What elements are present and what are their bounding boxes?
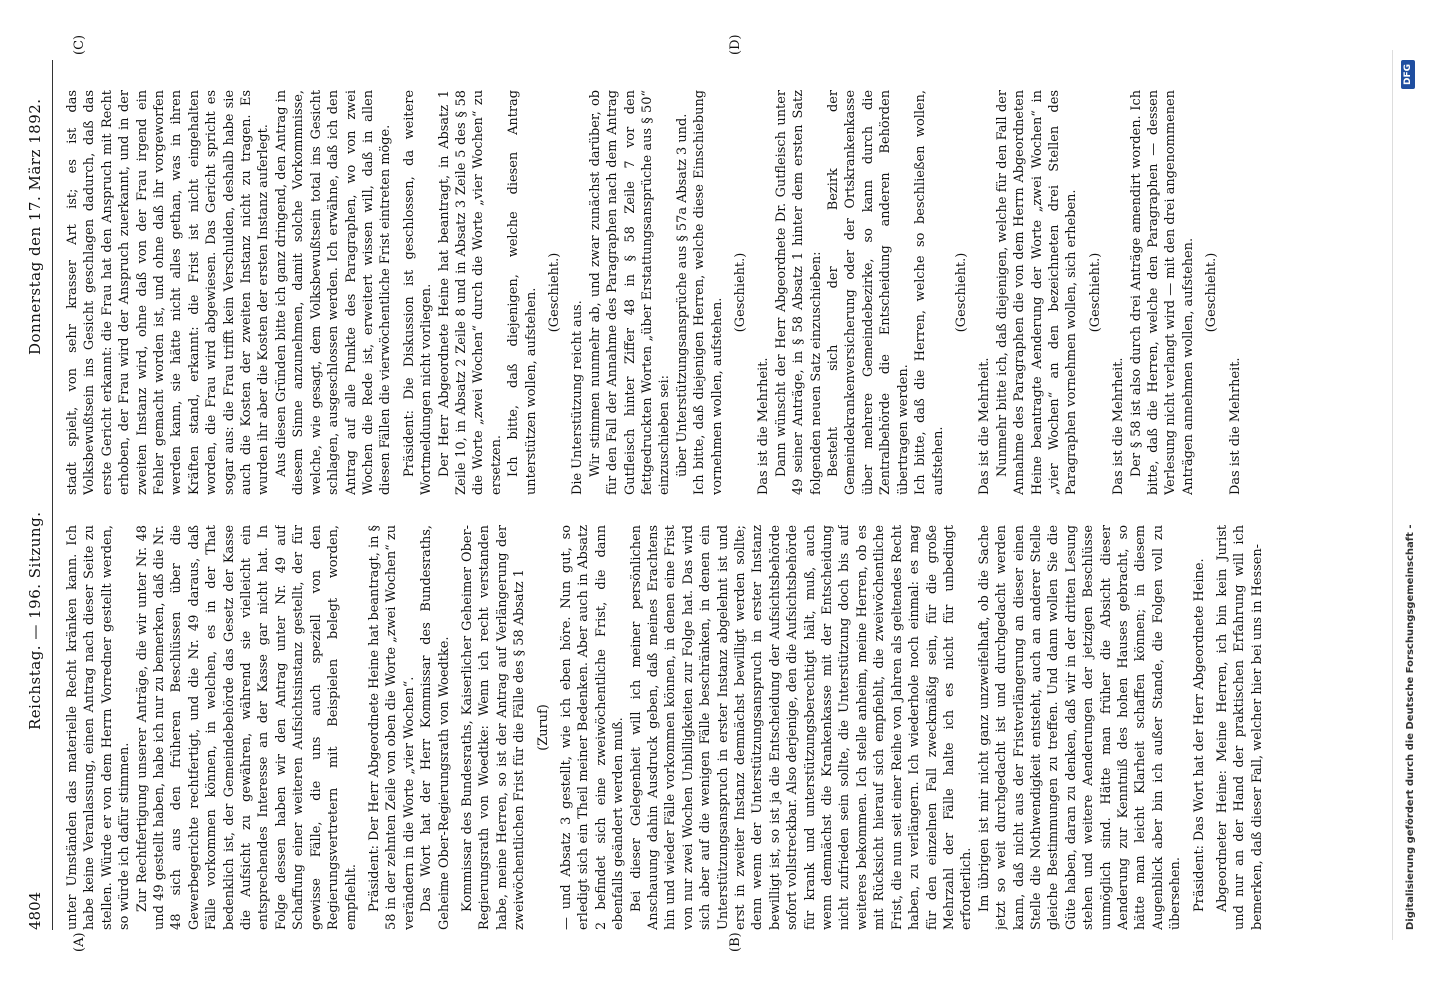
page-number: 4804 xyxy=(26,891,44,930)
paragraph: Ich bitte, daß diejenigen Herren, welche diese Einschiebung vornehmen wollen, aufstehen. xyxy=(692,90,725,495)
paragraph: Bei dieser Gelegenheit will ich meiner persönlichen Anschauung dahin Ausdruck geben, daß meines Erachtens hin und wieder Fälle vorkommen können, in denen eine Frist von nur zwei Wochen Unbilligkeiten zur Folge hat. Das wird sich aber auf die wenigen Fälle beschränken, in denen ein Unterstützungsanspruch in erster Instanz abgelehnt ist und erst in zweiter Instanz demnächst bewilligt werden sollte; denn wenn der Unterstützungsanspruch in erster Instanz bewilligt ist, so ist ja die Entscheidung der Aufsichtsbehörde sofort vollstreckbar. Also derjenige, den die Aufsichtsbehörde für krank und unterstützungsberechtigt hält, muß, auch wenn demnächst die Krankenkasse mit der Entscheidung nicht zufrieden sein sollte, die Unterstützung doch bis auf weiteres bekommen. Ich stelle anheim, meine Herren, ob es mit Rücksicht hierauf sich empfiehlt, die zweiwöchentliche Frist, die nun seit einer Reihe von Jahren als geltendes Recht haben, zu verlängern. Ich wiederhole noch einmal: es mag für den einzelnen Fall zweckmäßig sein, für die große Mehrzahl der Fälle halte ich es nicht für unbedingt erforderlich. xyxy=(628,525,975,930)
paragraph: Ich bitte, daß diejenigen, welche diesen Antrag unterstützen wollen, aufstehen. xyxy=(506,90,539,495)
page-header xyxy=(22,60,53,930)
paragraph: Das Wort hat der Herr Kommissar des Bundesraths, Geheime Ober-Regierungsrath von Woedtke. xyxy=(419,525,452,930)
paragraph: Zur Rechtfertigung unserer Anträge, die wir unter Nr. 48 und 49 gestellt haben, habe ich nur zu bemerken, daß die Nr. 48 sich aus den früheren Beschlüssen über die Gewerbegerichte rechtfertigt, und die Nr. 49 daraus, daß Fälle vorkommen können, in welchen, es in der That bedenklich ist, der Gemeindebehörde das Gesetz der Kasse die Aufsicht zu gewähren, während sie vielleicht ein entsprechendes Interesse an der Kasse gar nicht hat. In Folge dessen haben wir den Antrag unter Nr. 49 auf Schaffung einer weiteren Aufsichtsinstanz gestellt, der für gewisse Fälle, die uns auch speziell von den Regierungsvertretern mit Beispielen belegt worden, empfiehlt. xyxy=(134,525,359,930)
paragraph: Kommissar des Bundesraths, Kaiserlicher Geheimer Ober-Regierungsrath von Woedtke: Wenn ich recht verstanden habe, meine Herren, so ist der Antrag auf Verlängerung der zweiwöchentlichen Frist für die Fälle des § 58 Absatz 1 xyxy=(459,525,528,930)
paragraph: Im übrigen ist mir nicht ganz unzweifelhaft, ob die Sache jetzt so weit durchgedacht ist und durchgedacht werden kann, daß nicht aus der Fristverlängerung an dieser einen Stelle die Nothwendigkeit entsteht, auch an anderer Stelle gleiche Bestimmungen zu treffen. Und dann wollen Sie die Güte haben, daran zu denken, daß wir in der dritten Lesung stehen und weitere Aenderungen der jetzigen Beschlüsse unmöglich sind. Hätte man früher die Absicht dieser Aenderung zur Kenntniß des hohen Hauses gebracht, so hätte man leicht Klarheit schaffen können; in diesem Augenblick aber bin ich außer Stande, die Folgen voll zu übersehen. xyxy=(976,525,1184,930)
margin-marker-c: (C) xyxy=(72,34,87,55)
paragraph: (Geschieht.) xyxy=(546,252,562,333)
dfg-logo: DFG xyxy=(1401,60,1415,89)
paragraph: (Geschieht.) xyxy=(1204,252,1220,333)
margin-marker-d: (D) xyxy=(728,34,743,55)
right-text-column xyxy=(64,90,1279,495)
paragraph: Dann wünscht der Herr Abgeordnete Dr. Gutfleisch unter 49 seiner Anträge, in § 58 Absatz 1 hinter dem ersten Satz folgenden neuen Satz einzuschieben: xyxy=(773,90,824,495)
left-text-column xyxy=(64,525,1279,930)
paragraph: Wir stimmen nunmehr ab, und zwar zunächst darüber, ob für den Fall der Annahme des Paragraphen nach dem Antrag Gutfleisch hinter Ziffer 48 in § 58 Zeile 7 vor den fettgedruckten Worten „über Erstattungsansprüche aus § 50“ einzuschieben sei: xyxy=(587,90,673,495)
paragraph: stadt spielt, von sehr krasser Art ist; es ist das Volksbewußtsein ins Gesicht geschlagen dadurch, daß das erste Gericht erkannt: die Frau hat den Anspruch mit Recht erhoben, der Frau wird der Anspruch zuerkannt, und in der zweiten Instanz wird, ohne daß von der Frau irgend ein Fehler gemacht worden ist, und ohne daß ihr vorgeworfen werden kann, sie hätte nicht alles gethan, was in ihren Kräften stand, erkannt: die Frist ist nicht eingehalten worden, die Frau wird abgewiesen. Das Gericht spricht es sogar aus: die Frau trifft kein Verschulden, deshalb habe sie auch die Kosten der zweiten Instanz nicht zu tragen. Es wurden ihr aber die Kosten der ersten Instanz auferlegt. xyxy=(65,90,272,495)
paragraph: Das ist die Mehrheit. xyxy=(1227,357,1243,495)
digitization-footer xyxy=(1392,50,1423,940)
paragraph: Das ist die Mehrheit. xyxy=(977,357,993,495)
paragraph: unter Umständen das materielle Recht kränken kann. Ich habe keine Veranlassung, einen Antrag nach dieser Seite zu stellen. Würde er von dem Herrn Vorredner gestellt werden, so würde ich dafür stimmen. xyxy=(65,525,133,930)
session-date: Donnerstag den 17. März 1892. xyxy=(26,98,44,355)
paragraph: Das ist die Mehrheit. xyxy=(756,357,772,495)
paragraph: Aus diesen Gründen bitte ich ganz dringend, den Antrag in diesem Sinne anzunehmen, damit solche Vorkommnisse, welche, wie gesagt, dem Volksbewußtsein total ins Gesicht schlagen, ausgeschlossen werden. Ich erwähne, daß ich den Antrag auf alle Punkte des Paragraphen, wo von zwei Wochen die Rede ist, erweitert wissen will, daß in allen diesen Fällen die vierwöchentliche Frist eintreten möge. xyxy=(273,90,394,495)
paragraph: Nunmehr bitte ich, daß diejenigen, welche für den Fall der Annahme des Paragraphen die von dem Herrn Abgeordneten Heine beantragte Aenderung der Worte „zwei Wochen“ in „vier Wochen“ an den bezeichneten drei Stellen des Paragraphen vornehmen wollen, sich erheben. xyxy=(994,90,1080,495)
margin-marker-b: (B) xyxy=(728,932,743,952)
paragraph: Abgeordneter Heine: Meine Herren, ich bin kein Jurist und nur an der Hand der praktischen Erfahrung will ich bemerken, daß dieser Fall, welcher hier bei uns in Hessen- xyxy=(1215,525,1265,930)
paragraph: (Zuruf) xyxy=(535,704,551,751)
paragraph: Die Unterstützung reicht aus. xyxy=(570,300,586,495)
paragraph: Präsident: Der Herr Abgeordnete Heine hat beantragt, in § 58 in der zehnten Zeile von oben die Worte „zwei Wochen“ zu verändern in die Worte „vier Wochen“. xyxy=(366,525,417,930)
paragraph: Der Herr Abgeordnete Heine hat beantragt, in Absatz 1 Zeile 10, in Absatz 2 Zeile 8 und in Absatz 3 Zeile 5 des § 58 die Worte „zwei Wochen“ durch die Worte „vier Wochen“ zu ersetzen. xyxy=(436,90,504,495)
paragraph: Ich bitte, daß die Herren, welche so beschließen wollen, aufstehen. xyxy=(913,90,946,495)
paragraph: — und Absatz 3 gestellt, wie ich eben höre. Nun gut, so erledigt sich ein Theil meiner Bedenken. Aber auch in Absatz 2 befindet sich eine zweiwöchentliche Frist, die dann ebenfalls geändert werden muß. xyxy=(558,525,627,930)
paragraph: Besteht sich der Bezirk der Gemeindekrankenversicherung oder der Ortskrankenkasse über mehrere Gemeindebezirke, so kann durch die Zentralbehörde die Entscheidung anderen Behörden übertragen werden. xyxy=(826,90,911,495)
paragraph: (Geschieht.) xyxy=(1087,252,1103,333)
paragraph: (Geschieht.) xyxy=(953,252,969,333)
session-title: Reichstag. — 196. Sitzung. xyxy=(26,511,44,730)
funding-note: Digitalisierung gefördert durch die Deutsche Forschungsgemeinschaft - xyxy=(1405,524,1416,930)
margin-marker-a: (A) xyxy=(72,932,87,952)
paragraph: Präsident: Die Diskussion ist geschlossen, da weitere Wortmeldungen nicht vorliegen. xyxy=(401,90,435,495)
paragraph: über Unterstützungsansprüche aus § 57a Absatz 3 und. xyxy=(674,113,690,477)
paragraph: Der § 58 ist also durch drei Anträge amendirt worden. Ich bitte, daß die Herren, welche den Paragraphen — dessen Verlesung nicht verlangt wird — mit den drei angenommenen Anträgen annehmen wollen, aufstehen. xyxy=(1128,90,1196,495)
paragraph: (Geschieht.) xyxy=(733,252,749,333)
paragraph: Präsident: Das Wort hat der Herr Abgeordnete Heine. xyxy=(1191,558,1207,912)
paragraph: Das ist die Mehrheit. xyxy=(1111,357,1127,495)
